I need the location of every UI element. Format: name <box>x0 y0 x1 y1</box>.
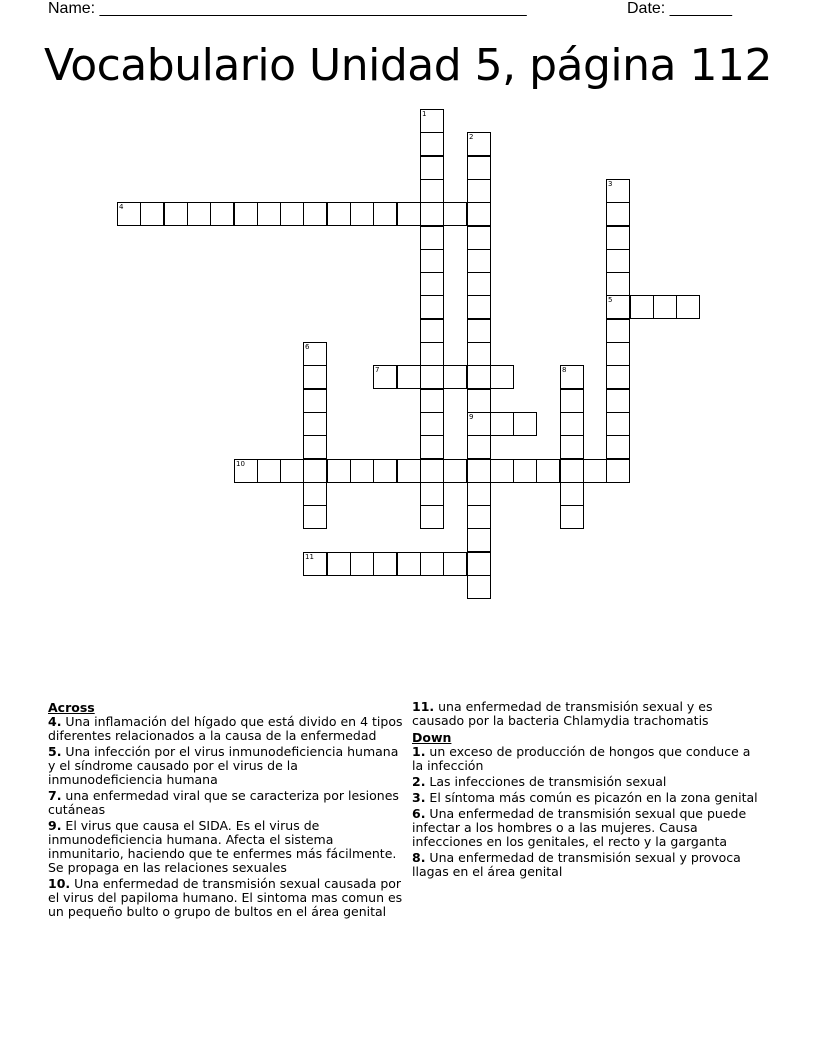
crossword-cell[interactable] <box>234 459 258 483</box>
cell-number: 2 <box>469 133 474 141</box>
clue-number: 6. <box>412 806 426 821</box>
clue-text: Una enfermedad de transmisión sexual que puede infectar a los hombres o a las mujeres. Causa infecciones en los genitales, el recto y la garganta <box>412 806 747 849</box>
crossword-cell[interactable] <box>606 412 630 436</box>
crossword-cell[interactable] <box>303 435 327 459</box>
crossword-cell[interactable] <box>164 202 188 226</box>
crossword-cell[interactable] <box>350 552 374 576</box>
crossword-cell[interactable] <box>606 249 630 273</box>
crossword-cell[interactable] <box>234 202 258 226</box>
clue-text: Una inflamación del hígado que está divido en 4 tipos diferentes relacionados a la causa de la enfermedad <box>48 714 403 743</box>
clue-number: 4. <box>48 714 62 729</box>
crossword-cell[interactable] <box>397 365 421 389</box>
crossword-cell[interactable] <box>536 459 560 483</box>
crossword-cell[interactable] <box>606 389 630 413</box>
crossword-cell[interactable] <box>443 552 467 576</box>
crossword-cell[interactable] <box>606 295 630 319</box>
clue-number: 5. <box>48 744 62 759</box>
crossword-cell[interactable] <box>303 552 327 576</box>
crossword-cell[interactable] <box>303 459 327 483</box>
crossword-cell[interactable] <box>303 365 327 389</box>
crossword-cell[interactable] <box>420 482 444 506</box>
crossword-cell[interactable] <box>117 202 141 226</box>
crossword-cell[interactable] <box>397 552 421 576</box>
clue-number: 1. <box>412 744 426 759</box>
cell-number: 11 <box>305 553 314 561</box>
crossword-cell[interactable] <box>467 575 491 599</box>
crossword-cell[interactable] <box>467 249 491 273</box>
clue-text: Una enfermedad de transmisión sexual y provoca llagas en el área genital <box>412 850 741 879</box>
crossword-cell[interactable] <box>443 202 467 226</box>
clue-number: 10. <box>48 876 71 891</box>
crossword-cell[interactable] <box>467 435 491 459</box>
page-title: Vocabulario Unidad 5, página 112 <box>44 40 772 91</box>
name-field[interactable]: Name: ________________________________________________ <box>48 0 527 17</box>
crossword-cell[interactable] <box>606 272 630 296</box>
crossword-cell[interactable] <box>303 202 327 226</box>
crossword-cell[interactable] <box>420 132 444 156</box>
cell-number: 4 <box>119 203 124 211</box>
crossword-cell[interactable] <box>420 342 444 366</box>
crossword-cell[interactable] <box>467 365 491 389</box>
crossword-cell[interactable] <box>443 459 467 483</box>
crossword-cell[interactable] <box>606 319 630 343</box>
down-clue-6 <box>412 807 762 849</box>
crossword-cell[interactable] <box>490 459 514 483</box>
clues-right-column <box>412 700 762 881</box>
across-clue-list-continued <box>412 700 762 728</box>
cell-number: 5 <box>608 296 613 304</box>
down-clue-8 <box>412 851 762 879</box>
crossword-cell[interactable] <box>560 389 584 413</box>
crossword-cell[interactable] <box>373 202 397 226</box>
crossword-cell[interactable] <box>467 179 491 203</box>
crossword-cell[interactable] <box>560 459 584 483</box>
crossword-cell[interactable] <box>560 365 584 389</box>
cell-number: 10 <box>236 460 245 468</box>
down-clue-list <box>412 745 762 879</box>
clue-number: 9. <box>48 818 62 833</box>
cell-number: 3 <box>608 180 613 188</box>
crossword-cell[interactable] <box>420 412 444 436</box>
cell-number: 7 <box>375 366 380 374</box>
crossword-cell[interactable] <box>467 272 491 296</box>
crossword-cell[interactable] <box>606 342 630 366</box>
crossword-cell[interactable] <box>280 459 304 483</box>
crossword-cell[interactable] <box>373 459 397 483</box>
crossword-cell[interactable] <box>257 459 281 483</box>
crossword-cell[interactable] <box>420 226 444 250</box>
crossword-cell[interactable] <box>420 109 444 133</box>
crossword-cell[interactable] <box>676 295 700 319</box>
crossword-cell[interactable] <box>373 365 397 389</box>
date-field[interactable]: Date: _______ <box>627 0 732 17</box>
crossword-cell[interactable] <box>560 505 584 529</box>
across-clue-list <box>48 715 408 919</box>
crossword-cell[interactable] <box>350 459 374 483</box>
crossword-cell[interactable] <box>373 552 397 576</box>
clue-number: 7. <box>48 788 62 803</box>
crossword-cell[interactable] <box>397 459 421 483</box>
crossword-cell[interactable] <box>327 202 351 226</box>
crossword-cell[interactable] <box>606 435 630 459</box>
crossword-cell[interactable] <box>350 202 374 226</box>
crossword-cell[interactable] <box>606 202 630 226</box>
crossword-cell[interactable] <box>467 482 491 506</box>
crossword-cell[interactable] <box>303 389 327 413</box>
crossword-cell[interactable] <box>560 412 584 436</box>
crossword-cell[interactable] <box>467 552 491 576</box>
across-clue-9 <box>48 819 408 875</box>
clue-text: Una infección por el virus inmunodeficiencia humana y el síndrome causado por el virus de la inmunodeficiencia humana <box>48 744 399 787</box>
across-clue-4 <box>48 715 408 743</box>
crossword-cell[interactable] <box>467 389 491 413</box>
crossword-cell[interactable] <box>606 179 630 203</box>
crossword-cell[interactable] <box>140 202 164 226</box>
cell-number: 1 <box>422 110 427 118</box>
crossword-cell[interactable] <box>420 156 444 180</box>
crossword-cell[interactable] <box>303 412 327 436</box>
crossword-cell[interactable] <box>560 482 584 506</box>
crossword-cell[interactable] <box>420 272 444 296</box>
across-heading: Across <box>48 700 95 715</box>
crossword-cell[interactable] <box>280 202 304 226</box>
crossword-cell[interactable] <box>327 552 351 576</box>
crossword-cell[interactable] <box>467 505 491 529</box>
clue-number: 2. <box>412 774 426 789</box>
clue-text: El virus que causa el SIDA. Es el virus de inmunodeficiencia humana. Afecta el sistema inmunitario, haciendo que te enfermes más fácilmente. Se propaga en las relaciones sexuales <box>48 818 397 875</box>
crossword-cell[interactable] <box>630 295 654 319</box>
crossword-cell[interactable] <box>606 226 630 250</box>
crossword-cell[interactable] <box>467 202 491 226</box>
crossword-cell[interactable] <box>303 505 327 529</box>
crossword-cell[interactable] <box>606 459 630 483</box>
crossword-cell[interactable] <box>467 342 491 366</box>
crossword-cell[interactable] <box>420 365 444 389</box>
crossword-cell[interactable] <box>420 295 444 319</box>
down-clue-2 <box>412 775 762 789</box>
cell-number: 8 <box>562 366 567 374</box>
across-clue-11 <box>412 700 762 728</box>
cell-number: 9 <box>469 413 474 421</box>
crossword-cell[interactable] <box>467 528 491 552</box>
crossword-cell[interactable] <box>257 202 281 226</box>
crossword-cell[interactable] <box>187 202 211 226</box>
across-clue-7 <box>48 789 408 817</box>
crossword-cell[interactable] <box>513 412 537 436</box>
crossword-cell[interactable] <box>420 179 444 203</box>
crossword-cell[interactable] <box>467 295 491 319</box>
crossword-cell[interactable] <box>490 365 514 389</box>
across-clue-10 <box>48 877 408 919</box>
crossword-cell[interactable] <box>560 435 584 459</box>
down-clue-1 <box>412 745 762 773</box>
crossword-cell[interactable] <box>420 435 444 459</box>
crossword-cell[interactable] <box>420 202 444 226</box>
crossword-cell[interactable] <box>303 482 327 506</box>
clue-number: 3. <box>412 790 426 805</box>
crossword-cell[interactable] <box>303 342 327 366</box>
cell-number: 6 <box>305 343 310 351</box>
clue-text: un exceso de producción de hongos que conduce a la infección <box>412 744 751 773</box>
clue-text: Las infecciones de transmisión sexual <box>425 774 667 789</box>
crossword-cell[interactable] <box>327 459 351 483</box>
crossword-cell[interactable] <box>467 412 491 436</box>
crossword-cell[interactable] <box>397 202 421 226</box>
crossword-cell[interactable] <box>467 459 491 483</box>
crossword-cell[interactable] <box>490 412 514 436</box>
crossword-cell[interactable] <box>583 459 607 483</box>
crossword-cell[interactable] <box>467 132 491 156</box>
down-heading: Down <box>412 730 452 745</box>
crossword-cell[interactable] <box>606 365 630 389</box>
across-clue-5 <box>48 745 408 787</box>
crossword-cell[interactable] <box>420 389 444 413</box>
down-clue-3 <box>412 791 762 805</box>
crossword-cell[interactable] <box>467 319 491 343</box>
crossword-cell[interactable] <box>467 156 491 180</box>
crossword-cell[interactable] <box>653 295 677 319</box>
crossword-cell[interactable] <box>420 459 444 483</box>
crossword-cell[interactable] <box>513 459 537 483</box>
crossword-cell[interactable] <box>443 365 467 389</box>
crossword-cell[interactable] <box>210 202 234 226</box>
clue-number: 11. <box>412 699 435 714</box>
crossword-cell[interactable] <box>467 226 491 250</box>
crossword-cell[interactable] <box>420 505 444 529</box>
clues-left-column <box>48 700 408 921</box>
clue-text: una enfermedad viral que se caracteriza por lesiones cutáneas <box>48 788 399 817</box>
clue-text: Una enfermedad de transmisión sexual causada por el virus del papiloma humano. El sintoma mas comun es un pequeño bulto o grupo de bultos en el área genital <box>48 876 403 919</box>
crossword-cell[interactable] <box>420 552 444 576</box>
crossword-cell[interactable] <box>420 319 444 343</box>
clue-number: 8. <box>412 850 426 865</box>
clue-text: El síntoma más común es picazón en la zona genital <box>425 790 758 805</box>
clue-text: una enfermedad de transmisión sexual y es causado por la bacteria Chlamydia trachomatis <box>412 699 713 728</box>
crossword-cell[interactable] <box>420 249 444 273</box>
